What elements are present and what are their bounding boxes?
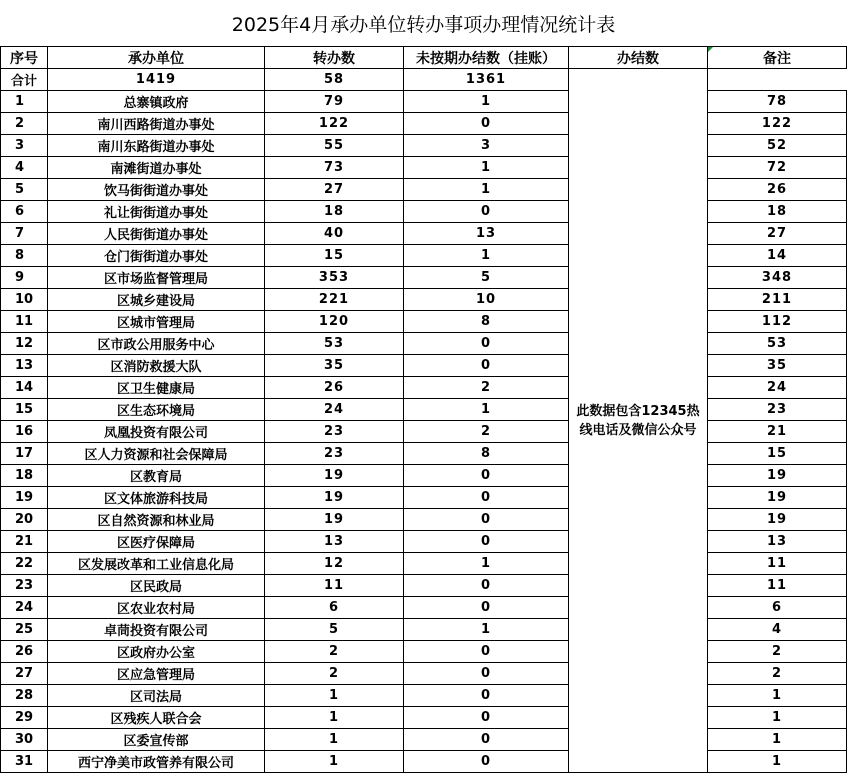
table-row [1,531,847,553]
table-row [1,289,847,311]
row-unit: 区文体旅游科技局 [48,487,265,509]
row-overdue: 0 [404,487,569,509]
table-row [1,355,847,377]
row-overdue: 3 [404,135,569,157]
row-completed: 23 [708,399,847,421]
row-unit: 卓茼投资有限公司 [48,619,265,641]
row-completed: 53 [708,333,847,355]
row-overdue: 5 [404,267,569,289]
row-completed: 27 [708,223,847,245]
row-transferred: 19 [265,487,404,509]
row-overdue: 0 [404,597,569,619]
row-unit: 区医疗保障局 [48,531,265,553]
total-completed: 1361 [404,69,569,91]
row-index: 19 [1,487,48,509]
row-index: 9 [1,267,48,289]
row-index: 29 [1,707,48,729]
row-index: 27 [1,663,48,685]
row-completed: 112 [708,311,847,333]
table-row [1,399,847,421]
row-completed: 11 [708,575,847,597]
row-completed: 18 [708,201,847,223]
row-unit: 西宁净美市政管养有限公司 [48,751,265,773]
row-transferred: 73 [265,157,404,179]
row-overdue: 1 [404,619,569,641]
row-transferred: 53 [265,333,404,355]
row-completed: 35 [708,355,847,377]
table-row [1,465,847,487]
row-completed: 15 [708,443,847,465]
row-transferred: 122 [265,113,404,135]
table-row [1,223,847,245]
row-completed: 52 [708,135,847,157]
row-completed: 11 [708,553,847,575]
table-row [1,707,847,729]
row-transferred: 27 [265,179,404,201]
row-transferred: 1 [265,729,404,751]
row-overdue: 0 [404,201,569,223]
row-index: 6 [1,201,48,223]
total-transferred: 1419 [48,69,265,91]
row-index: 16 [1,421,48,443]
table-row [1,311,847,333]
row-transferred: 353 [265,267,404,289]
total-overdue: 58 [265,69,404,91]
row-completed: 14 [708,245,847,267]
row-index: 23 [1,575,48,597]
row-transferred: 1 [265,751,404,773]
row-index: 22 [1,553,48,575]
header-unit: 承办单位 [48,47,265,69]
row-completed: 1 [708,685,847,707]
row-completed: 2 [708,641,847,663]
row-completed: 13 [708,531,847,553]
row-completed: 19 [708,487,847,509]
row-transferred: 1 [265,707,404,729]
row-transferred: 5 [265,619,404,641]
row-unit: 区应急管理局 [48,663,265,685]
row-index: 4 [1,157,48,179]
row-overdue: 0 [404,685,569,707]
row-unit: 区残疾人联合会 [48,707,265,729]
header-transferred: 转办数 [265,47,404,69]
row-unit: 区人力资源和社会保障局 [48,443,265,465]
row-transferred: 2 [265,641,404,663]
row-completed: 1 [708,729,847,751]
table-row [1,179,847,201]
row-completed: 78 [708,91,847,113]
row-transferred: 23 [265,443,404,465]
table-row [1,575,847,597]
row-unit: 区城乡建设局 [48,289,265,311]
row-index: 8 [1,245,48,267]
row-overdue: 0 [404,641,569,663]
row-overdue: 1 [404,91,569,113]
row-transferred: 221 [265,289,404,311]
row-transferred: 13 [265,531,404,553]
row-index: 28 [1,685,48,707]
header-row [1,47,847,69]
row-unit: 区委宣传部 [48,729,265,751]
row-index: 21 [1,531,48,553]
row-overdue: 8 [404,311,569,333]
row-overdue: 0 [404,531,569,553]
row-completed: 122 [708,113,847,135]
row-completed: 211 [708,289,847,311]
row-transferred: 6 [265,597,404,619]
row-unit: 区市场监督管理局 [48,267,265,289]
statistics-table [0,46,847,773]
row-overdue: 0 [404,751,569,773]
row-index: 5 [1,179,48,201]
row-overdue: 1 [404,245,569,267]
table-row [1,443,847,465]
table-row [1,113,847,135]
row-completed: 21 [708,421,847,443]
row-index: 17 [1,443,48,465]
row-unit: 饮马街街道办事处 [48,179,265,201]
row-transferred: 11 [265,575,404,597]
header-remarks: 备注 [708,47,847,69]
table-row [1,377,847,399]
row-unit: 区市政公用服务中心 [48,333,265,355]
row-unit: 区司法局 [48,685,265,707]
table-row [1,201,847,223]
row-completed: 24 [708,377,847,399]
row-overdue: 0 [404,113,569,135]
row-completed: 1 [708,751,847,773]
row-overdue: 2 [404,421,569,443]
row-overdue: 2 [404,377,569,399]
row-overdue: 10 [404,289,569,311]
row-completed: 26 [708,179,847,201]
row-unit: 区民政局 [48,575,265,597]
row-unit: 区发展改革和工业信息化局 [48,553,265,575]
row-transferred: 18 [265,201,404,223]
row-unit: 区教育局 [48,465,265,487]
row-index: 30 [1,729,48,751]
row-index: 11 [1,311,48,333]
total-row [1,69,847,91]
row-index: 1 [1,91,48,113]
row-transferred: 23 [265,421,404,443]
row-transferred: 24 [265,399,404,421]
table-row [1,91,847,113]
row-completed: 19 [708,509,847,531]
row-overdue: 0 [404,575,569,597]
row-unit: 区卫生健康局 [48,377,265,399]
row-unit: 区生态环境局 [48,399,265,421]
row-unit: 礼让街街道办事处 [48,201,265,223]
row-index: 7 [1,223,48,245]
row-completed: 348 [708,267,847,289]
row-overdue: 0 [404,333,569,355]
row-completed: 1 [708,707,847,729]
table-row [1,509,847,531]
row-unit: 南川东路街道办事处 [48,135,265,157]
row-index: 26 [1,641,48,663]
row-unit: 总寨镇政府 [48,91,265,113]
row-transferred: 55 [265,135,404,157]
row-index: 2 [1,113,48,135]
row-completed: 19 [708,465,847,487]
header-completed: 办结数 [569,47,708,69]
row-unit: 仓门街街道办事处 [48,245,265,267]
row-overdue: 0 [404,663,569,685]
row-index: 3 [1,135,48,157]
table-row [1,685,847,707]
row-overdue: 13 [404,223,569,245]
row-overdue: 1 [404,399,569,421]
total-label: 合计 [1,69,48,91]
row-transferred: 19 [265,509,404,531]
row-unit: 区农业农村局 [48,597,265,619]
table-row [1,619,847,641]
table-row [1,729,847,751]
row-transferred: 1 [265,685,404,707]
row-completed: 4 [708,619,847,641]
page-title: 2025年4月承办单位转办事项办理情况统计表 [231,13,616,36]
row-unit: 区城市管理局 [48,311,265,333]
row-index: 18 [1,465,48,487]
row-unit: 区自然资源和林业局 [48,509,265,531]
row-transferred: 120 [265,311,404,333]
row-index: 12 [1,333,48,355]
row-unit: 区消防救援大队 [48,355,265,377]
row-transferred: 26 [265,377,404,399]
row-transferred: 35 [265,355,404,377]
table-row [1,597,847,619]
row-unit: 南滩街道办事处 [48,157,265,179]
row-overdue: 1 [404,179,569,201]
row-index: 31 [1,751,48,773]
row-index: 20 [1,509,48,531]
row-overdue: 0 [404,707,569,729]
row-unit: 凤凰投资有限公司 [48,421,265,443]
row-unit: 区政府办公室 [48,641,265,663]
row-transferred: 40 [265,223,404,245]
table-row [1,421,847,443]
row-unit: 人民街街道办事处 [48,223,265,245]
row-overdue: 0 [404,509,569,531]
table-row [1,751,847,773]
table-row [1,663,847,685]
header-index: 序号 [1,47,48,69]
header-overdue: 未按期办结数（挂账） [404,47,569,69]
row-index: 14 [1,377,48,399]
row-index: 15 [1,399,48,421]
row-overdue: 0 [404,465,569,487]
table-row [1,157,847,179]
row-completed: 6 [708,597,847,619]
row-overdue: 0 [404,355,569,377]
row-overdue: 1 [404,553,569,575]
row-overdue: 1 [404,157,569,179]
row-unit: 南川西路街道办事处 [48,113,265,135]
row-completed: 72 [708,157,847,179]
row-completed: 2 [708,663,847,685]
table-row [1,135,847,157]
row-index: 24 [1,597,48,619]
row-overdue: 8 [404,443,569,465]
row-transferred: 2 [265,663,404,685]
row-index: 13 [1,355,48,377]
table-row [1,553,847,575]
row-transferred: 15 [265,245,404,267]
row-transferred: 19 [265,465,404,487]
table-row [1,641,847,663]
row-transferred: 12 [265,553,404,575]
row-transferred: 79 [265,91,404,113]
table-row [1,487,847,509]
row-index: 10 [1,289,48,311]
table-row [1,245,847,267]
remarks-note: 此数据包含12345热线电话及微信公众号 [569,69,708,773]
row-index: 25 [1,619,48,641]
row-overdue: 0 [404,729,569,751]
table-row [1,333,847,355]
table-row [1,267,847,289]
